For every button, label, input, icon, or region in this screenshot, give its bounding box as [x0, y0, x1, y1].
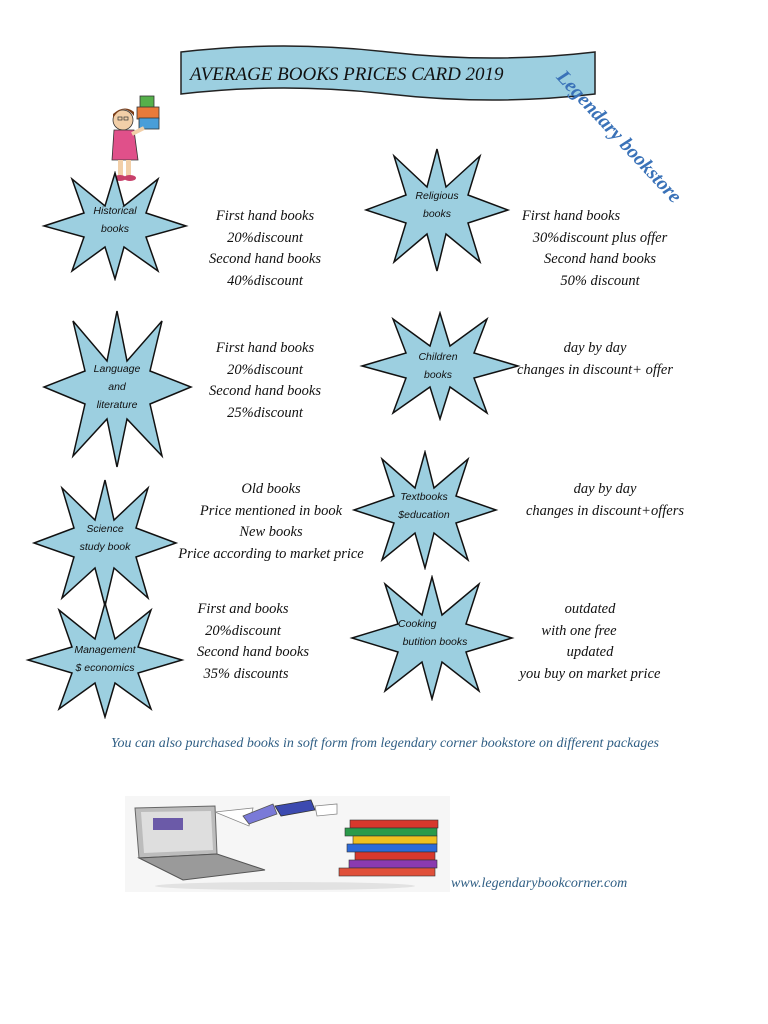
brand-name: Legendary bookstore: [551, 66, 686, 208]
religious-books-prices: First hand books 30%discount plus offer Second hand books 50% discount: [521, 208, 668, 289]
website-link[interactable]: www.legendarybookcorner.com: [451, 876, 628, 891]
children-books-label: Children books: [418, 351, 458, 381]
textbooks-education-label: Textbooks $education: [398, 491, 450, 521]
laptop-books-illustration: [125, 796, 450, 892]
soft-form-note: You can also purchased books in soft form from legendary corner bookstore on different packages: [110, 736, 660, 751]
religious-books-label: Religious books: [415, 190, 459, 220]
page-title: AVERAGE BOOKS PRICES CARD 2019: [190, 64, 504, 85]
language-literature-label: Language and literature: [93, 363, 141, 411]
management-economics-prices: First and books 20%discount Second hand books 35% discounts: [197, 601, 309, 682]
historical-books-prices: First hand books 20%discount Second hand books 40%discount: [209, 208, 321, 289]
children-books-prices: day by day changes in discount+ offer: [517, 340, 673, 378]
science-study-book-label: Science study book: [79, 523, 131, 553]
textbooks-education-prices: day by day changes in discount+offers: [526, 481, 684, 519]
language-literature-prices: First hand books 20%discount Second hand books 25%discount: [209, 340, 321, 421]
science-study-book-prices: Old books Price mentioned in book New books Price according to market price: [178, 481, 364, 562]
historical-books-label: Historical books: [93, 205, 137, 235]
management-economics-label: Management $ economics: [74, 644, 136, 674]
cooking-books-label: Cooking butition books: [398, 618, 468, 648]
cooking-books-prices: outdated with one free updated you buy on market price: [519, 601, 661, 682]
